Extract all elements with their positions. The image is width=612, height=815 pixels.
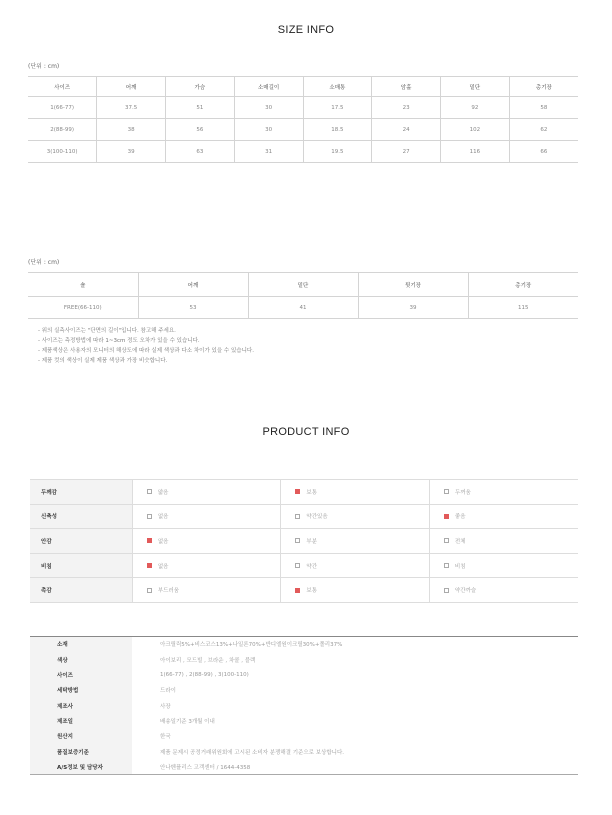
option-label: 부분 <box>306 538 318 545</box>
shawl-header-cell: 총기장 <box>468 273 578 297</box>
product-info-option <box>132 480 281 505</box>
unchecked-box-icon <box>147 514 152 519</box>
size-header-cell: 소매길이 <box>234 77 303 97</box>
product-info-option <box>132 578 281 603</box>
product-info-option <box>429 480 578 505</box>
detail-value: 한국 <box>160 734 171 741</box>
unchecked-box-icon <box>147 489 152 494</box>
size-cell: 39 <box>97 141 166 163</box>
detail-row <box>30 759 578 774</box>
product-info-row <box>30 553 578 578</box>
size-cell: 31 <box>234 141 303 163</box>
size-cell: 23 <box>372 97 441 119</box>
option-label: 좋음 <box>454 514 466 521</box>
size-header-cell: 암홀 <box>372 77 441 97</box>
product-info-option <box>281 504 430 529</box>
size-cell: 38 <box>97 119 166 141</box>
product-info-label: 안감 <box>30 529 132 554</box>
table-row <box>28 297 578 319</box>
size-cell: 62 <box>509 119 578 141</box>
product-info-option <box>132 504 281 529</box>
checked-box-icon <box>444 514 449 519</box>
shawl-table-header <box>28 273 578 297</box>
detail-value: 드라이 <box>160 688 176 695</box>
size-info-title: SIZE INFO <box>277 24 335 36</box>
shawl-cell: 115 <box>468 297 578 319</box>
option-label: 약간있음 <box>306 514 328 521</box>
product-info-table <box>30 479 578 603</box>
size-cell: 63 <box>166 141 235 163</box>
shawl-cell: FREE(66-110) <box>28 297 138 319</box>
note-item: - 제품색상은 사용자의 모니터의 해상도에 따라 실제 색상과 다소 차이가 있을 수 있습니다. <box>38 348 254 354</box>
size-cell: 58 <box>509 97 578 119</box>
size-header-cell: 소매통 <box>303 77 372 97</box>
checked-box-icon <box>147 563 152 568</box>
checked-box-icon <box>295 588 300 593</box>
shawl-header-cell: 숄 <box>28 273 138 297</box>
size-header-cell: 총기장 <box>509 77 578 97</box>
product-info-label: 비침 <box>30 553 132 578</box>
detail-value: 1(66-77) , 2(88-99) , 3(100-110) <box>160 671 249 678</box>
size-unit-label: (단위 : cm) <box>28 63 60 70</box>
detail-label: 제조일 <box>30 713 132 728</box>
note-item: - 제품 컷의 색상이 실제 제품 색상과 가장 비슷합니다. <box>38 358 168 364</box>
option-label: 없음 <box>157 538 169 545</box>
table-row <box>28 119 578 141</box>
detail-label: 세탁방법 <box>30 683 132 698</box>
product-info-option <box>132 529 281 554</box>
option-label: 보통 <box>306 588 318 595</box>
size-table <box>28 76 578 163</box>
size-cell: 2(88-99) <box>28 119 97 141</box>
detail-row <box>30 652 578 667</box>
detail-row <box>30 744 578 759</box>
size-cell: 30 <box>234 97 303 119</box>
option-label: 없음 <box>157 514 169 521</box>
option-label: 부드러움 <box>157 588 180 595</box>
size-unit-label-2: (단위 : cm) <box>28 259 60 266</box>
size-cell: 17.5 <box>303 97 372 119</box>
size-header-cell: 사이즈 <box>28 77 97 97</box>
detail-row <box>30 683 578 698</box>
product-info-option <box>281 578 430 603</box>
size-header-cell: 밑단 <box>441 77 510 97</box>
table-row <box>28 97 578 119</box>
detail-value: 배송일기준 3개월 이내 <box>160 718 215 725</box>
detail-label: 제조사 <box>30 698 132 713</box>
shawl-size-table <box>28 272 578 319</box>
note-item: - 사이즈는 측정방법에 따라 1~3cm 정도 오차가 있을 수 있습니다. <box>38 338 200 344</box>
size-cell: 66 <box>509 141 578 163</box>
product-info-option <box>132 553 281 578</box>
shawl-cell: 39 <box>358 297 468 319</box>
size-cell: 92 <box>441 97 510 119</box>
detail-label: 원산지 <box>30 729 132 744</box>
unchecked-box-icon <box>295 514 300 519</box>
unchecked-box-icon <box>295 563 300 568</box>
product-info-row <box>30 480 578 505</box>
size-cell: 116 <box>441 141 510 163</box>
size-notes <box>38 326 254 366</box>
size-header-cell: 어깨 <box>97 77 166 97</box>
detail-label: 사이즈 <box>30 667 132 682</box>
detail-row <box>30 637 578 652</box>
size-cell: 30 <box>234 119 303 141</box>
unchecked-box-icon <box>444 538 449 543</box>
option-label: 없음 <box>157 563 169 570</box>
option-label: 전체 <box>454 538 466 545</box>
product-info-label: 촉감 <box>30 578 132 603</box>
detail-row <box>30 713 578 728</box>
detail-label: 소재 <box>30 637 132 652</box>
detail-row <box>30 729 578 744</box>
product-info-option <box>429 553 578 578</box>
size-cell: 56 <box>166 119 235 141</box>
detail-value: 안나벤플리스 고객센터 / 1644-4358 <box>160 764 251 771</box>
detail-row <box>30 698 578 713</box>
product-info-label: 두께감 <box>30 480 132 505</box>
product-info-option <box>429 529 578 554</box>
detail-label: A/S정보 및 담당자 <box>30 759 132 774</box>
size-cell: 37.5 <box>97 97 166 119</box>
size-cell: 27 <box>372 141 441 163</box>
size-cell: 3(100-110) <box>28 141 97 163</box>
checked-box-icon <box>147 538 152 543</box>
product-details-table <box>30 636 578 775</box>
option-label: 두꺼움 <box>454 489 471 496</box>
checked-box-icon <box>295 489 300 494</box>
detail-row <box>30 667 578 682</box>
size-cell: 1(66-77) <box>28 97 97 119</box>
product-info-label: 신축성 <box>30 504 132 529</box>
product-info-option <box>281 529 430 554</box>
detail-label: 품질보증기준 <box>30 744 132 759</box>
product-info-row <box>30 578 578 603</box>
size-cell: 18.5 <box>303 119 372 141</box>
size-header-cell: 가슴 <box>166 77 235 97</box>
detail-value: 사장 <box>160 703 171 710</box>
option-label: 보통 <box>306 489 318 496</box>
product-info-option <box>281 480 430 505</box>
unchecked-box-icon <box>444 563 449 568</box>
product-info-option <box>429 504 578 529</box>
option-label: 비침 <box>454 563 466 570</box>
option-label: 약간 <box>306 563 318 570</box>
shawl-header-cell: 뒷기장 <box>358 273 468 297</box>
product-info-row <box>30 504 578 529</box>
size-table-header <box>28 77 578 97</box>
size-cell: 102 <box>441 119 510 141</box>
unchecked-box-icon <box>295 538 300 543</box>
product-info-title: PRODUCT INFO <box>262 426 350 438</box>
shawl-cell: 41 <box>248 297 358 319</box>
size-cell: 51 <box>166 97 235 119</box>
product-info-option <box>281 553 430 578</box>
detail-value: 아크릴릭5%+비스코스13%+나일론70%+반디엘원이크릴30%+폴리37% <box>160 642 343 649</box>
size-cell: 24 <box>372 119 441 141</box>
shawl-header-cell: 어깨 <box>138 273 248 297</box>
table-row <box>28 141 578 163</box>
detail-value: 아이보리 , 모드빌 , 브라운 , 차콜 , 블랙 <box>160 657 256 664</box>
product-info-option <box>429 578 578 603</box>
shawl-header-cell: 밑단 <box>248 273 358 297</box>
option-label: 약간까슬 <box>454 588 477 595</box>
note-item: - 위의 실측사이즈는 "단면의 길이"입니다. 참고해 주세요. <box>38 328 176 334</box>
size-cell: 19.5 <box>303 141 372 163</box>
unchecked-box-icon <box>444 489 449 494</box>
shawl-cell: 53 <box>138 297 248 319</box>
unchecked-box-icon <box>147 588 152 593</box>
detail-value: 제품 문제시 공정거래위원회에 고시된 소비자 분쟁해결 기준으로 보상합니다. <box>160 749 345 756</box>
unchecked-box-icon <box>444 588 449 593</box>
option-label: 얇음 <box>157 489 169 496</box>
detail-label: 색상 <box>30 652 132 667</box>
product-info-row <box>30 529 578 554</box>
